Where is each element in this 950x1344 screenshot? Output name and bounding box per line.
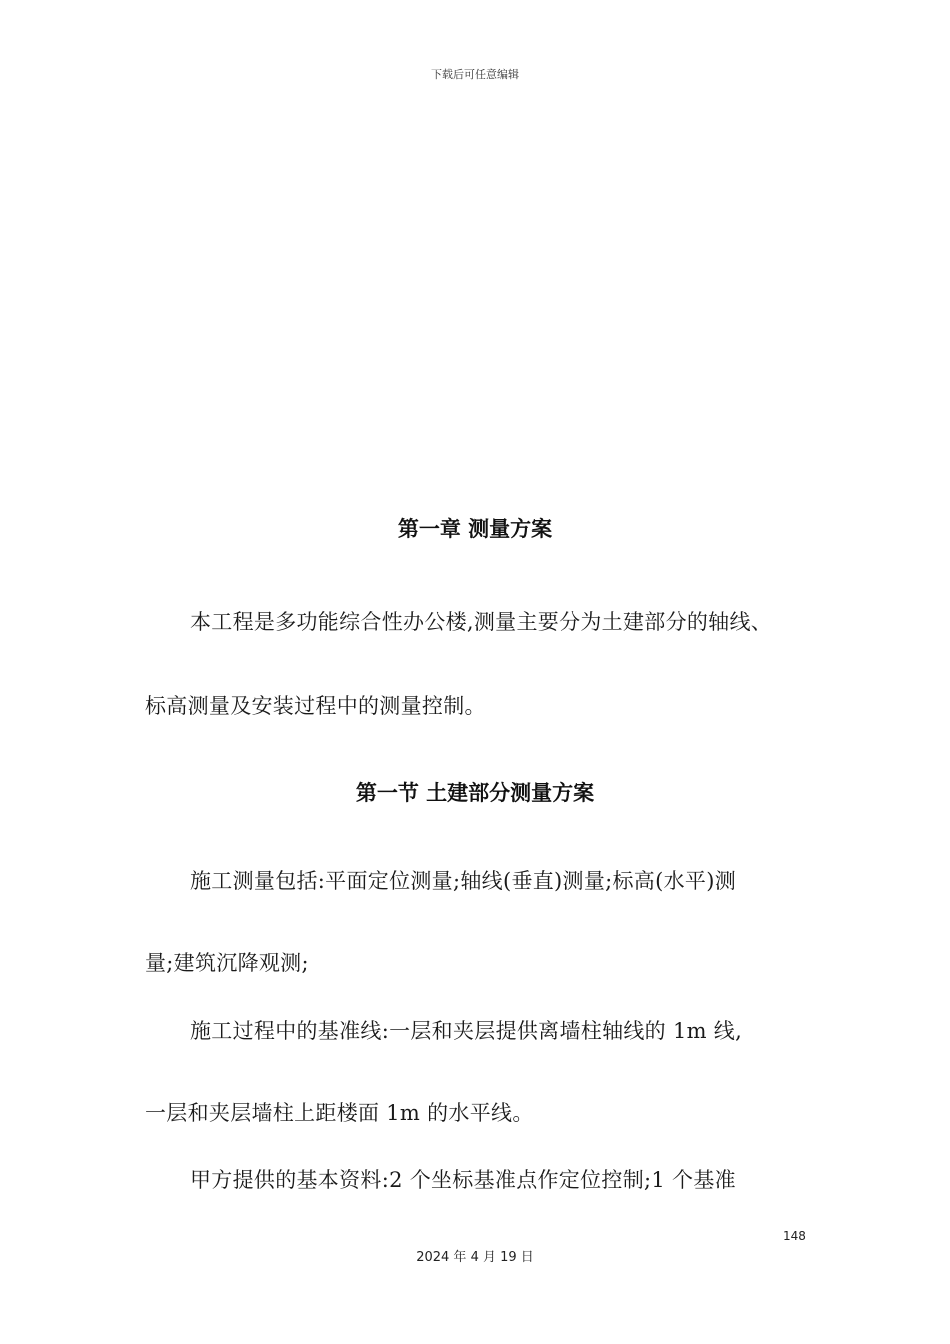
intro-line-2: 标高测量及安装过程中的测量控制。	[145, 694, 486, 718]
section-title: 第一节 土建部分测量方案	[355, 781, 595, 805]
footer-date: 2024 年 4 月 19 日	[416, 1250, 534, 1265]
header-note: 下载后可任意编辑	[431, 68, 519, 81]
intro-line-1: 本工程是多功能综合性办公楼,测量主要分为土建部分的轴线、	[190, 610, 773, 634]
paragraph-1-line-1: 施工测量包括:平面定位测量;轴线(垂直)测量;标高(水平)测	[190, 869, 736, 893]
paragraph-3-line-1: 甲方提供的基本资料:2 个坐标基准点作定位控制;1 个基准	[190, 1168, 736, 1192]
paragraph-1-line-2: 量;建筑沉降观测;	[145, 951, 309, 975]
page-number: 148	[783, 1229, 806, 1243]
paragraph-2-line-2: 一层和夹层墙柱上距楼面 1m 的水平线。	[145, 1101, 534, 1125]
paragraph-2-line-1: 施工过程中的基准线:一层和夹层提供离墙柱轴线的 1m 线,	[190, 1019, 743, 1043]
chapter-title: 第一章 测量方案	[397, 517, 553, 541]
